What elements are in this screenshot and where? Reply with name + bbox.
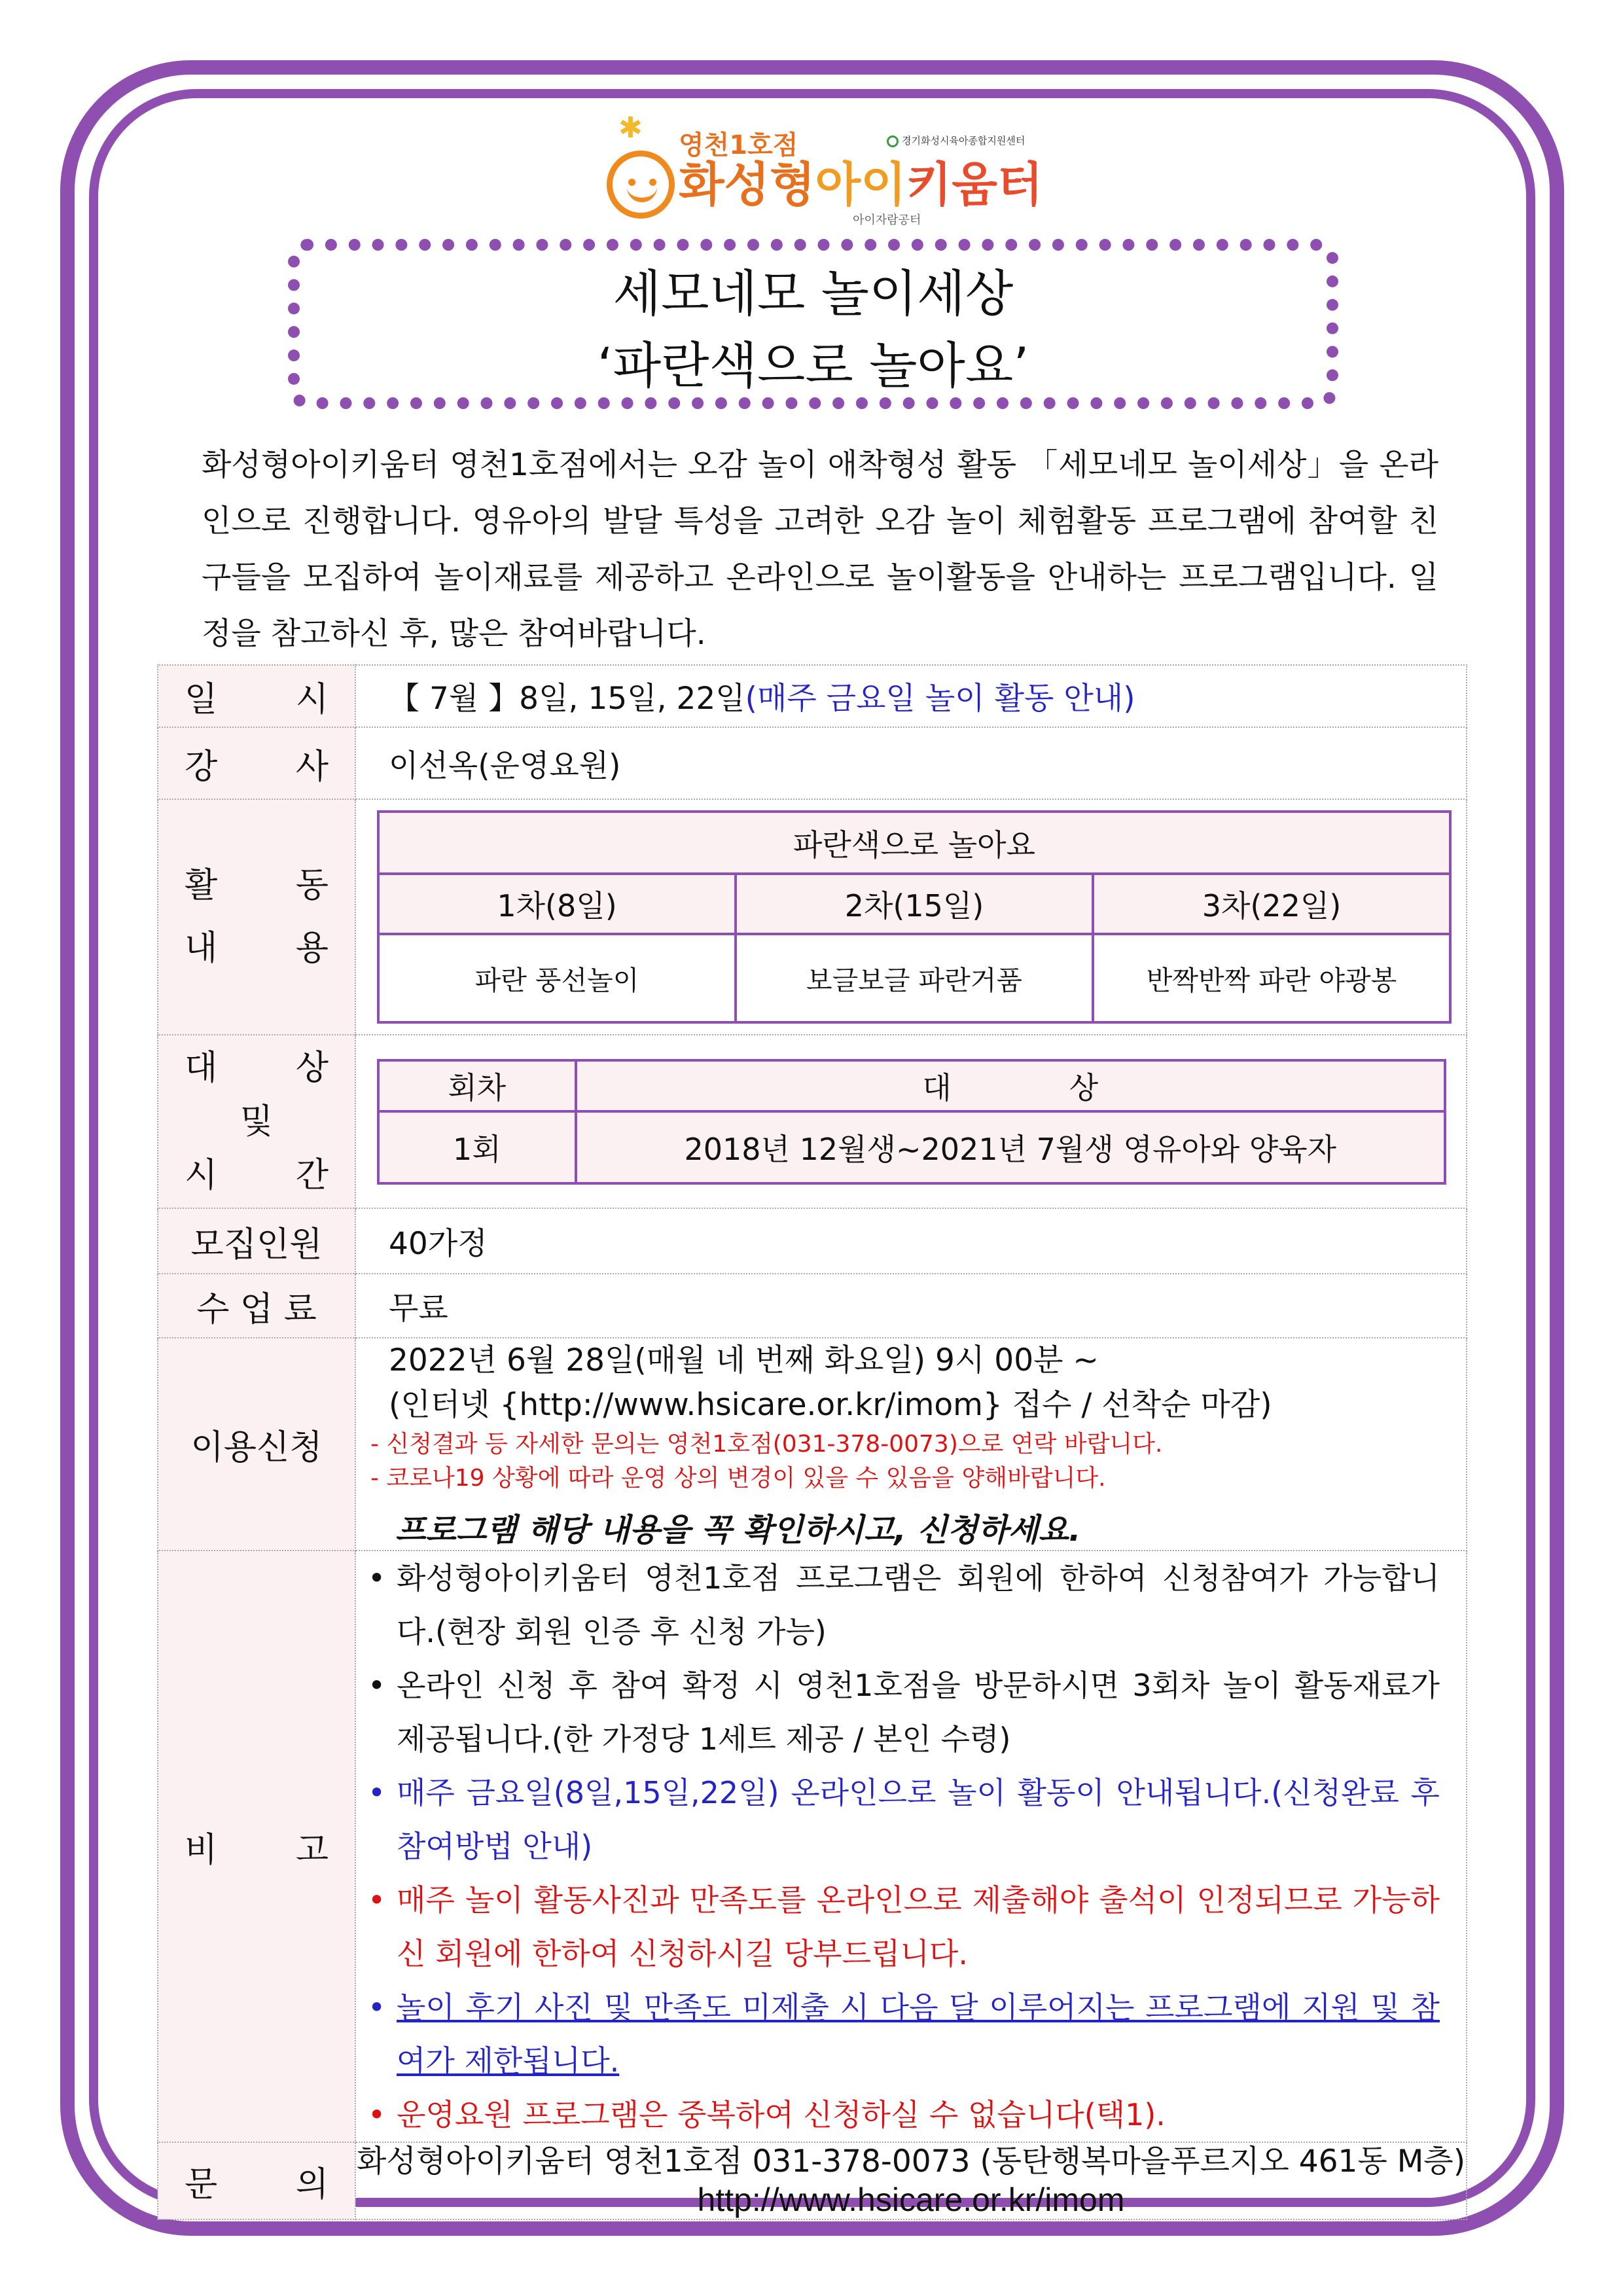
value-fee: 무료	[355, 1274, 1467, 1338]
activity-content-3: 반짝반짝 파란 야광봉	[1093, 934, 1450, 1022]
row-apply	[158, 1338, 1467, 1551]
activity-round-2: 2차(15일)	[736, 874, 1093, 934]
title-box	[288, 239, 1338, 409]
row-target	[158, 1035, 1467, 1208]
remark-item-5: • 놀이 후기 사진 및 만족도 미제출 시 다음 달 이루어지는 프로그램에 지원 및 참여가 제한됩니다.	[356, 1981, 1440, 2088]
logo-org	[887, 134, 1025, 147]
smiley-face-icon	[607, 151, 675, 219]
target-table	[377, 1059, 1446, 1185]
label-target: 대 상 및 시 간	[158, 1035, 355, 1208]
label-activity: 활 동 내 용	[158, 799, 355, 1035]
activity-content-1: 파란 풍선놀이	[378, 934, 736, 1022]
logo-name	[679, 157, 1043, 212]
org-emblem-icon	[887, 135, 899, 147]
intro-paragraph: 화성형아이키움터 영천1호점에서는 오감 놀이 애착형성 활동 「세모네모 놀이세상」을 온라인으로 진행합니다. 영유아의 발달 특성을 고려한 오감 놀이 체험활동 프로그램에 참여할 친구들을 모집하여 놀이재료를 제공하고 온라인으로 놀이활동을 안내하는 프로그램입니다. 일정을 참고하신 후, 많은 참여바랍니다.	[202, 447, 1438, 652]
logo-branch: 영천1호점	[679, 130, 798, 160]
target-col1-header: 회차	[378, 1060, 576, 1111]
value-activity	[355, 799, 1467, 1035]
label-contact: 문 의	[158, 2142, 355, 2219]
value-contact	[355, 2142, 1467, 2219]
remark-item-6: • 운영요원 프로그램은 중복하여 신청하실 수 없습니다(택1).	[356, 2088, 1440, 2142]
activity-header: 파란색으로 놀아요	[378, 812, 1450, 874]
target-col2-header: 대 상	[576, 1060, 1445, 1111]
activity-table	[377, 810, 1452, 1024]
apply-emphasis: 프로그램 해당 내용을 꼭 확인하시고, 신청하세요.	[395, 1512, 1081, 1549]
remark-item-1: • 화성형아이키움터 영천1호점 프로그램은 회원에 한하여 신청참여가 가능합니다.(현장 회원 인증 후 신청 가능)	[356, 1551, 1440, 1659]
value-apply	[355, 1338, 1467, 1551]
target-description: 2018년 12월생~2021년 7월생 영유아와 양육자	[576, 1111, 1445, 1183]
value-schedule	[355, 665, 1467, 727]
contact-url: http://www.hsicare.or.kr/imom	[697, 2181, 1125, 2218]
row-schedule	[158, 665, 1467, 727]
logo-name-part3: 키움터	[906, 157, 1043, 212]
apply-note1: - 신청결과 등 자세한 문의는 영천1호점(031-378-0073)으로 연락 바랍니다.	[370, 1431, 1163, 1458]
label-schedule: 일 시	[158, 665, 355, 727]
activity-content-2: 보글보글 파란거품	[736, 934, 1093, 1022]
star-icon: ✱	[618, 111, 643, 145]
info-table	[157, 664, 1467, 2220]
value-instructor: 이선옥(운영요원)	[355, 727, 1467, 799]
label-fee: 수 업 료	[158, 1274, 355, 1338]
apply-note2: - 코로나19 상황에 따라 운영 상의 변경이 있을 수 있음을 양해바랍니다.	[370, 1465, 1106, 1492]
label-apply: 이용신청	[158, 1338, 355, 1551]
remark-item-2: • 온라인 신청 후 참여 확정 시 영천1호점을 방문하시면 3회차 놀이 활동재료가 제공됩니다.(한 가정당 1세트 제공 / 본인 수령)	[356, 1659, 1440, 1766]
row-recruit	[158, 1208, 1467, 1274]
logo-tagline: 아이자람공터	[853, 213, 921, 227]
remark-item-4: • 매주 놀이 활동사진과 만족도를 온라인으로 제출해야 출석이 인정되므로 가능하신 회원에 한하여 신청하시길 당부드립니다.	[356, 1873, 1440, 1981]
target-round: 1회	[378, 1111, 576, 1183]
logo-name-part1: 화성형	[679, 157, 815, 212]
row-remarks	[158, 1551, 1467, 2142]
activity-round-3: 3차(22일)	[1093, 874, 1450, 934]
value-target	[355, 1035, 1467, 1208]
row-instructor	[158, 727, 1467, 799]
logo	[599, 111, 1070, 227]
title-line1: 세모네모 놀이세상	[613, 264, 1014, 323]
contact-line: 화성형아이키움터 영천1호점 031-378-0073 (동탄행복마을푸르지오 461동 M층)	[356, 2144, 1466, 2179]
label-remarks: 비 고	[158, 1551, 355, 2142]
logo-name-part2: 아이	[815, 157, 906, 212]
remarks-list	[356, 1551, 1466, 2142]
label-instructor: 강 사	[158, 727, 355, 799]
row-activity	[158, 799, 1467, 1035]
apply-line1: 2022년 6월 28일(매월 네 번째 화요일) 9시 00분 ~	[389, 1342, 1099, 1378]
value-remarks	[355, 1551, 1467, 2142]
apply-line2: (인터넷 {http://www.hsicare.or.kr/imom} 접수 / 선착순 마감)	[389, 1387, 1272, 1423]
activity-round-1: 1차(8일)	[378, 874, 736, 934]
schedule-dates: 【 7월 】8일, 15일, 22일	[389, 681, 745, 717]
label-recruit: 모집인원	[158, 1208, 355, 1274]
logo-org-text: 경기화성시육아종합지원센터	[902, 135, 1026, 147]
row-fee	[158, 1274, 1467, 1338]
value-recruit: 40가정	[355, 1208, 1467, 1274]
title-line2: ‘파란색으로 놀아요’	[597, 336, 1029, 395]
row-contact	[158, 2142, 1467, 2219]
remark-item-3: • 매주 금요일(8일,15일,22일) 온라인으로 놀이 활동이 안내됩니다.(신청완료 후 참여방법 안내)	[356, 1766, 1440, 1873]
schedule-note: (매주 금요일 놀이 활동 안내)	[745, 681, 1135, 717]
